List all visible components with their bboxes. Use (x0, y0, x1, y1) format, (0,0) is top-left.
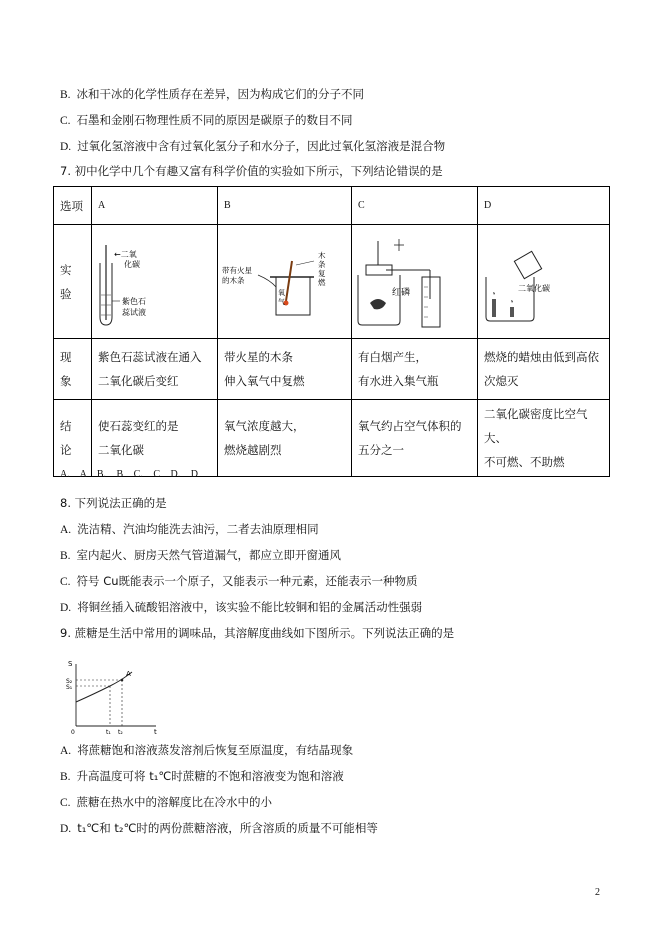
point-label-a: A (126, 670, 131, 678)
label-co2: 二氧化碳 (518, 284, 550, 293)
row-label-char: 论 (60, 443, 72, 457)
label-splint-2: 的木条 (222, 276, 245, 285)
figure-d (478, 225, 610, 339)
origin-label: 0 (71, 729, 75, 736)
cell-line: 伸入氧气中复燃 (224, 374, 305, 388)
label-red-phosphorus: 红磷 (392, 288, 411, 298)
row-label-experiment (54, 225, 92, 339)
label-liquid-2: 蕊试液 (122, 308, 146, 317)
label-relight: 木 (318, 251, 326, 260)
row-label-char: 验 (60, 286, 72, 301)
q8-option-c (60, 573, 418, 590)
row-label-char: 结 (60, 419, 72, 433)
q8-option-b (60, 547, 341, 564)
tick-label-t1: t₁ (106, 729, 111, 736)
phenomenon-a (92, 339, 218, 400)
option-text: 室内起火、厨房天然气管道漏气，都应立即开窗通风 (76, 548, 342, 562)
tick-label-s1: S₁ (66, 684, 73, 691)
cell-line: 次熄灭 (484, 374, 519, 388)
cell-line: 氧气约占空气体积的 (358, 419, 462, 433)
row-label-char: 现 (60, 350, 72, 364)
option-letter: D. (60, 141, 72, 153)
row-label-char: 象 (60, 374, 72, 388)
cell-line: 二氧化碳密度比空气大、 (484, 407, 588, 445)
q9-option-b (60, 768, 344, 785)
cell-line: 燃烧越剧烈 (224, 443, 282, 457)
figure-c (352, 225, 478, 339)
q7-experiment-table (53, 186, 610, 477)
conclusion-b (218, 400, 352, 477)
option-text: 符号 Cu既能表示一个原子，又能表示一种元素，还能表示一种物质 (76, 574, 418, 588)
col-d-header: D (478, 187, 610, 225)
table-row-experiment (54, 225, 610, 339)
option-letter: C. (60, 797, 71, 809)
option-letter: D. (60, 602, 72, 614)
figure-b (218, 225, 352, 339)
figure-a (92, 225, 218, 339)
label-relight-4: 燃 (318, 278, 326, 287)
option-text: 蔗糖在热水中的溶解度比在冷水中的小 (76, 795, 273, 809)
cell-line: 二氧化碳 (98, 443, 144, 457)
figure-d-candles (478, 225, 610, 335)
cell-line: 氧气浓度越大， (224, 419, 305, 433)
option-letter: A. (60, 745, 72, 757)
page-number: 2 (595, 887, 600, 898)
phenomenon-c (352, 339, 478, 400)
table-row-phenomenon (54, 339, 610, 400)
option-letter: B. (60, 771, 71, 783)
label-o2: 氧 (278, 289, 285, 297)
row-label-conclusion (54, 400, 92, 477)
option-text: 过氧化氢溶液中含有过氧化氢分子和水分子，因此过氧化氢溶液是混合物 (77, 139, 446, 153)
cell-line: 有水进入集气瓶 (358, 374, 439, 388)
prev-option-b (60, 86, 364, 103)
cell-line: 紫色石蕊试液在通入 (98, 350, 202, 364)
option-text: t₁℃和 t₂℃时的两份蔗糖溶液，所含溶质的质量不可能相等 (77, 821, 378, 835)
cell-line: 有白烟产生， (358, 350, 427, 364)
option-text: 石墨和金刚石物理性质不同的原因是碳原子的数目不同 (76, 113, 353, 127)
figure-c-phosphorus-apparatus (352, 225, 478, 335)
cell-line: 燃烧的蜡烛由低到高依 (484, 350, 599, 364)
col-b-header: B (218, 187, 352, 225)
label-relight-3: 复 (318, 269, 326, 278)
option-text: 冰和干冰的化学性质存在差异，因为构成它们的分子不同 (76, 87, 365, 101)
option-letter: A. (60, 524, 72, 536)
tick-label-t2: t₂ (118, 729, 123, 736)
option-letter: B. (60, 550, 71, 562)
row-label-phenomenon (54, 339, 92, 400)
col-c-header: C (352, 187, 478, 225)
q9-option-d (60, 820, 378, 837)
label-liquid: 紫色石 (122, 297, 146, 306)
option-text: 将蔗糖饱和溶液蒸发溶剂后恢复至原温度，有结晶现象 (77, 743, 354, 757)
cell-line: 二氧化碳后变红 (98, 374, 179, 388)
label-gas-2: 化碳 (124, 260, 140, 269)
option-letter: D. (60, 823, 72, 835)
q7-answer-choices: A. A B. B C. C D. D (60, 469, 198, 480)
conclusion-d (478, 400, 610, 477)
solubility-curve-graph (64, 656, 164, 738)
axis-label-s: S (68, 660, 73, 668)
conclusion-c (352, 400, 478, 477)
prev-option-d (60, 138, 445, 155)
cell-line: 带火星的木条 (224, 350, 293, 364)
label-splint: 带有火星 (222, 266, 252, 275)
option-text: 将铜丝插入硫酸铝溶液中，该实验不能比较铜和铝的金属活动性强弱 (77, 600, 423, 614)
q8-stem: 8. 下列说法正确的是 (60, 496, 167, 510)
table-row-conclusion (54, 400, 610, 477)
header-label: 选项 (54, 187, 92, 225)
tick-label-s2: S₂ (66, 678, 73, 685)
label-relight-2: 条 (318, 260, 326, 269)
option-letter: B. (60, 89, 71, 101)
prev-option-c (60, 112, 353, 129)
option-letter: C. (60, 115, 71, 127)
conclusion-a (92, 400, 218, 477)
phenomenon-b (218, 339, 352, 400)
label-gas: ←二氧 (114, 250, 137, 259)
table-header-row (54, 187, 610, 225)
figure-a-test-tube (92, 225, 218, 335)
q9-option-a (60, 742, 353, 759)
figure-b-splint-oxygen (218, 225, 352, 335)
cell-line: 五分之一 (358, 443, 404, 457)
q8-option-d (60, 599, 422, 616)
q9-stem: 9. 蔗糖是生活中常用的调味品，其溶解度曲线如下图所示。下列说法正确的是 (60, 626, 455, 640)
option-letter: C. (60, 576, 71, 588)
q7-stem: 7. 初中化学中几个有趣又富有科学价值的实验如下所示，下列结论错误的是 (60, 164, 443, 178)
cell-line: 不可燃、不助燃 (484, 455, 565, 469)
q9-option-c (60, 794, 272, 811)
q8-option-a (60, 521, 319, 538)
axis-label-t: t (154, 728, 157, 736)
option-text: 洗洁精、汽油均能洗去油污，二者去油原理相同 (77, 522, 319, 536)
label-o2-2: 气 (278, 298, 285, 306)
cell-line: 使石蕊变红的是 (98, 419, 179, 433)
col-a-header: A (92, 187, 218, 225)
phenomenon-d (478, 339, 610, 400)
option-text: 升高温度可将 t₁℃时蔗糖的不饱和溶液变为饱和溶液 (76, 769, 344, 783)
row-label-char: 实 (60, 262, 72, 277)
